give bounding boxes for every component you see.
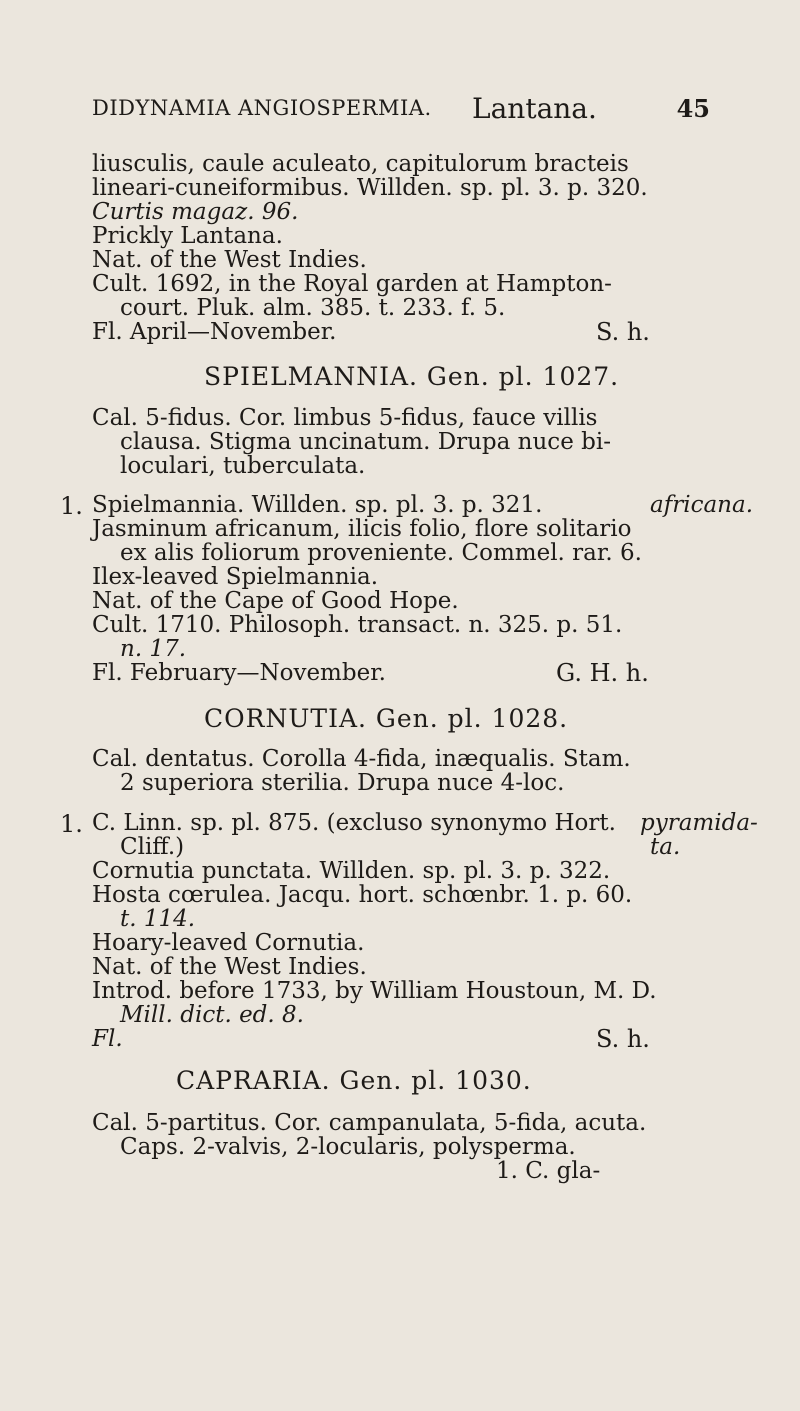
text-line: Cult. 1710. Philosoph. transact. n. 325. p. 51.: [92, 612, 623, 638]
text-line: Ilex-leaved Spielmannia.: [92, 564, 379, 590]
character-line: loculari, tuberculata.: [120, 453, 366, 479]
text-line: Fl. February—November.: [92, 660, 386, 686]
species-margin-name: ta.: [650, 834, 681, 860]
habitat-symbol: S. h.: [596, 318, 650, 346]
catchword: 1. C. gla-: [496, 1158, 601, 1184]
species-margin-name: africana.: [650, 492, 754, 518]
text-line: Prickly Lantana.: [92, 223, 283, 249]
text-line: Curtis magaz. 96.: [92, 199, 299, 225]
text-line: n. 17.: [120, 636, 187, 662]
text-line: Introd. before 1733, by William Houstoun, M. D.: [92, 978, 657, 1004]
text-line: Hoary-leaved Cornutia.: [92, 930, 365, 956]
character-line: Cal. 5-partitus. Cor. campanulata, 5-fida, acuta.: [92, 1110, 647, 1136]
character-line: 2 superiora sterilia. Drupa nuce 4-loc.: [120, 770, 565, 796]
text-line: liusculis, caule aculeato, capitulorum bracteis: [92, 151, 629, 177]
text-line: Nat. of the West Indies.: [92, 247, 367, 273]
text-line: Cult. 1692, in the Royal garden at Hampton-: [92, 271, 612, 297]
text-line: Nat. of the Cape of Good Hope.: [92, 588, 459, 614]
species-number: 1.: [60, 492, 83, 520]
genus-heading: SPIELMANNIA. Gen. pl. 1027.: [204, 362, 620, 391]
genus-heading: CAPRARIA. Gen. pl. 1030.: [176, 1066, 532, 1095]
text-line: t. 114.: [120, 906, 196, 932]
header-genus: Lantana.: [472, 92, 597, 125]
running-header: [92, 92, 710, 128]
habitat-symbol: S. h.: [596, 1025, 650, 1053]
text-line: Mill. dict. ed. 8.: [120, 1002, 304, 1028]
text-line: Nat. of the West Indies.: [92, 954, 367, 980]
header-class-order: DIDYNAMIA ANGIOSPERMIA.: [92, 96, 432, 120]
text-line: court. Pluk. alm. 385. t. 233. f. 5.: [120, 295, 506, 321]
text-line: lineari-cuneiformibus. Willden. sp. pl. 3. p. 320.: [92, 175, 648, 201]
text-line: Spielmannia. Willden. sp. pl. 3. p. 321.: [92, 492, 543, 518]
character-line: Cal. 5-fidus. Cor. limbus 5-fidus, fauce villis: [92, 405, 598, 431]
species-number: 1.: [60, 810, 83, 838]
text-line: Fl. April—November.: [92, 319, 337, 345]
text-line: Cliff.): [120, 834, 185, 860]
text-line: Cornutia punctata. Willden. sp. pl. 3. p. 322.: [92, 858, 611, 884]
habitat-symbol: G. H. h.: [556, 659, 649, 687]
character-line: Caps. 2-valvis, 2-locularis, polysperma.: [120, 1134, 576, 1160]
text-line: ex alis foliorum proveniente. Commel. rar. 6.: [120, 540, 642, 566]
genus-heading: CORNUTIA. Gen. pl. 1028.: [204, 704, 569, 733]
text-line: Hosta cœrulea. Jacqu. hort. schœnbr. 1. p. 60.: [92, 882, 633, 908]
text-line: C. Linn. sp. pl. 875. (excluso synonymo Hort.: [92, 810, 616, 836]
text-line: Jasminum africanum, ilicis folio, flore solitario: [92, 516, 632, 542]
text-line: Fl.: [92, 1026, 123, 1052]
species-margin-name: pyramida-: [640, 810, 758, 836]
character-line: clausa. Stigma uncinatum. Drupa nuce bi-: [120, 429, 611, 455]
page-number: 45: [676, 94, 710, 123]
character-line: Cal. dentatus. Corolla 4-fida, inæqualis. Stam.: [92, 746, 631, 772]
